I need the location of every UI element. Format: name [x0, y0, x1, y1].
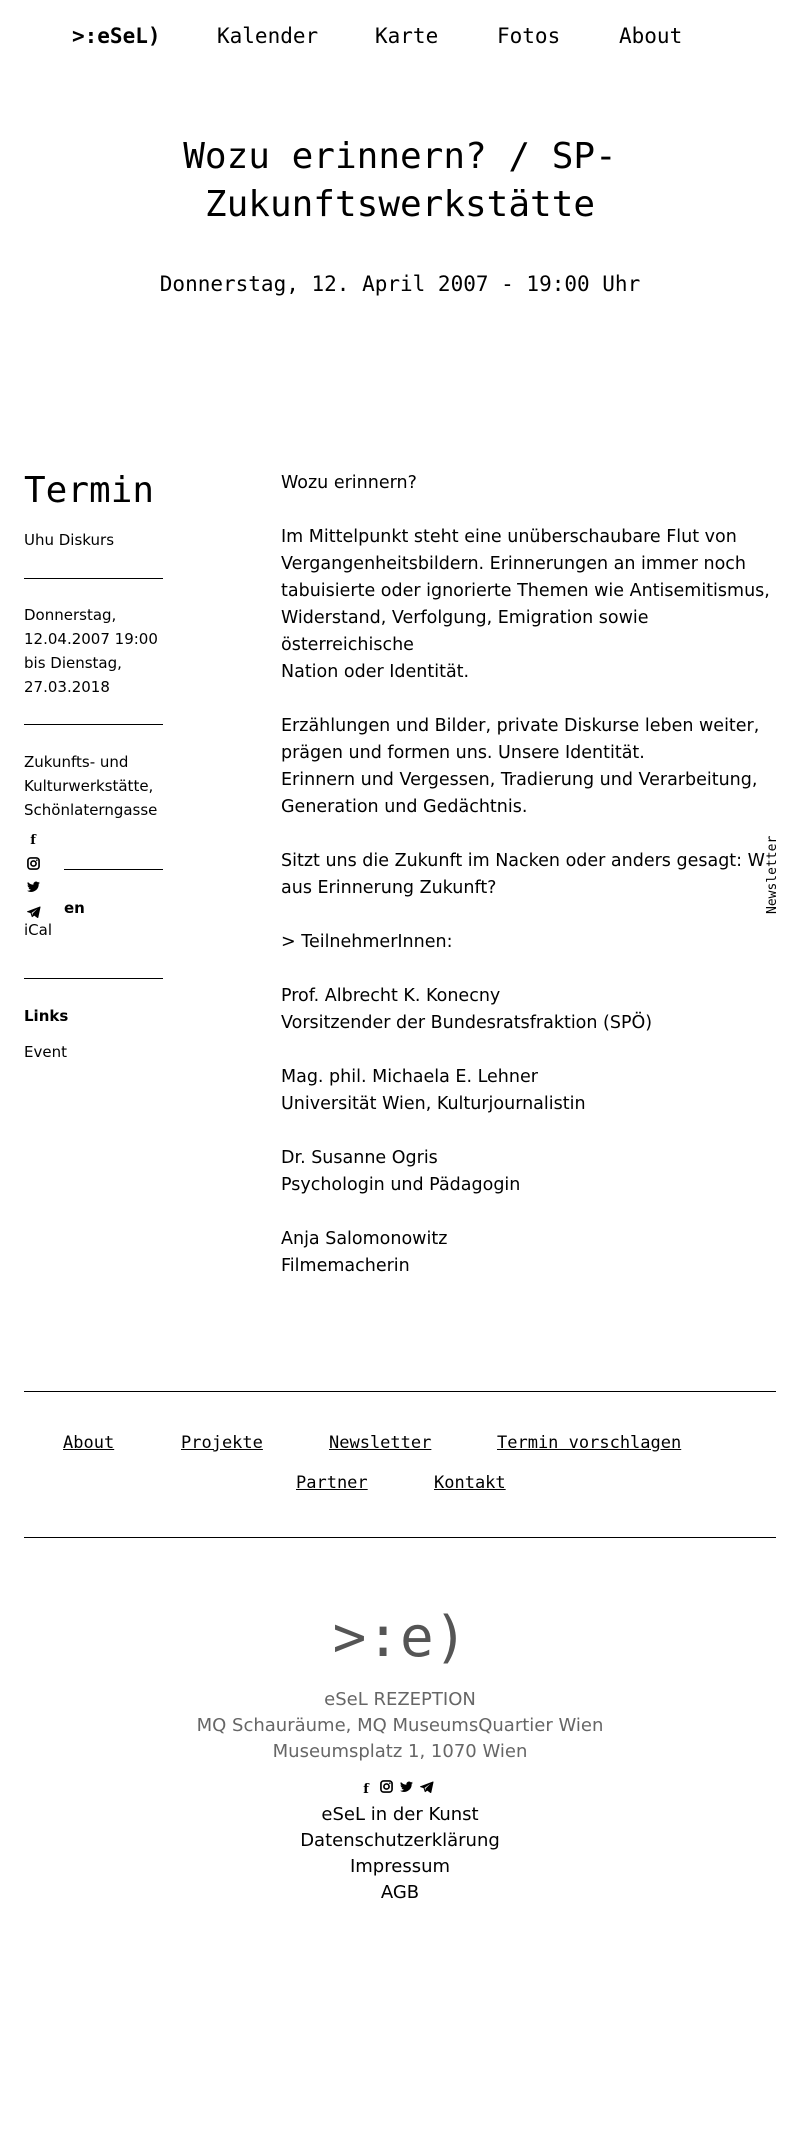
share-label[interactable]: en [64, 899, 85, 917]
event-category[interactable]: Uhu Diskurs [24, 531, 115, 549]
top-nav [0, 22, 800, 52]
event-link[interactable]: Event [24, 1043, 67, 1061]
twitter-icon[interactable] [396, 1781, 416, 1797]
description-paragraph: Im Mittelpunkt steht eine unüberschaubare Flut von Vergangenheitsbildern. Erinnerungen an immer noch tabuisierte oder ignorierte Themen wie Antisemitismus, Widerstand, Verfolgung, Emigration sowie österreichische Nation oder Identität. [281, 527, 770, 682]
address-line-2: Museumsplatz 1, 1070 Wien [272, 1741, 528, 1762]
participant: Mag. phil. Michaela E. Lehner Universität Wien, Kulturjournalistin [281, 1067, 586, 1114]
date-range-line-1: Donnerstag, [24, 606, 117, 624]
event-date: Donnerstag, 12. April 2007 - 19:00 Uhr [159, 272, 641, 296]
page-title [100, 133, 700, 229]
page-title-line-1: Wozu erinnern? / SP- [183, 136, 617, 177]
links-heading: Links [24, 1007, 69, 1025]
divider [24, 978, 163, 979]
description-paragraph: Sitzt uns die Zukunft im Nacken oder anders gesagt: W aus Erinnerung Zukunft? [281, 851, 765, 898]
twitter-icon[interactable] [24, 881, 42, 899]
date-range-line-2: 12.04.2007 19:00 [24, 630, 158, 648]
footer-link-projekte[interactable]: Projekte [181, 1433, 263, 1453]
ical-link-text: iCal [24, 921, 53, 939]
divider [64, 869, 163, 870]
event-description [281, 470, 771, 1307]
participant: Dr. Susanne Ogris Psychologin und Pädagogin [281, 1148, 521, 1195]
page-title-line-2: Zukunftswerkstätte [204, 184, 596, 225]
ical-link[interactable] [24, 921, 53, 942]
divider [24, 578, 163, 579]
footer-link-impressum[interactable]: Impressum [349, 1856, 451, 1877]
footer-link-agb[interactable]: AGB [380, 1882, 420, 1903]
footer-link-newsletter[interactable]: Newsletter [329, 1433, 432, 1453]
footer-link-about[interactable]: About [63, 1433, 115, 1453]
participant: Anja Salomonowitz Filmemacherin [281, 1229, 448, 1276]
footer-social-icons [356, 1778, 446, 1796]
nav-item-fotos[interactable]: Fotos [497, 24, 561, 48]
facebook-icon[interactable]: f [30, 833, 36, 848]
divider [24, 724, 163, 725]
instagram-icon[interactable] [376, 1780, 396, 1797]
footer-link-partner[interactable]: Partner [296, 1473, 368, 1493]
venue-line-2[interactable]: Kulturwerkstätte, [24, 777, 154, 795]
facebook-icon[interactable]: f [363, 1782, 369, 1797]
address-line-1: MQ Schauräume, MQ MuseumsQuartier Wien [196, 1715, 604, 1736]
nav-item-kalender[interactable]: Kalender [217, 24, 319, 48]
nav-item-about[interactable]: About [619, 24, 683, 48]
footer-link-esel-in-der-kunst[interactable]: eSeL in der Kunst [321, 1804, 479, 1825]
venue-line-1[interactable]: Zukunfts- und [24, 753, 129, 771]
sidebar-heading: Termin [24, 470, 155, 511]
participants-heading: > TeilnehmerInnen: [281, 932, 453, 952]
newsletter-tab[interactable]: Newsletter [765, 835, 780, 914]
address-name: eSeL REZEPTION [324, 1689, 476, 1710]
date-range-line-3: bis Dienstag, [24, 654, 122, 672]
nav-item-karte[interactable]: Karte [375, 24, 439, 48]
participant: Prof. Albrecht K. Konecny Vorsitzender der Bundesratsfraktion (SPÖ) [281, 986, 653, 1033]
footer-divider [24, 1537, 776, 1538]
footer-divider [24, 1391, 776, 1392]
date-range-line-4: 27.03.2018 [24, 678, 110, 696]
site-logo[interactable]: >:eSeL) [72, 24, 161, 48]
footer-link-datenschutz[interactable]: Datenschutzerklärung [300, 1830, 500, 1851]
footer-link-kontakt[interactable]: Kontakt [434, 1473, 506, 1493]
footer-link-termin-vorschlagen[interactable]: Termin vorschlagen [497, 1433, 682, 1453]
instagram-icon[interactable] [24, 857, 42, 875]
description-paragraph: Wozu erinnern? [281, 473, 417, 493]
telegram-icon[interactable] [416, 1781, 436, 1797]
venue-line-3[interactable]: Schönlaterngasse [24, 801, 158, 819]
footer-logo[interactable]: >:e) [332, 1605, 468, 1670]
description-paragraph: Erzählungen und Bilder, private Diskurse leben weiter, prägen und formen uns. Unsere Identität. Erinnern und Vergessen, Tradierung und Verarbeitung, Generation und Gedächtnis. [281, 716, 760, 817]
